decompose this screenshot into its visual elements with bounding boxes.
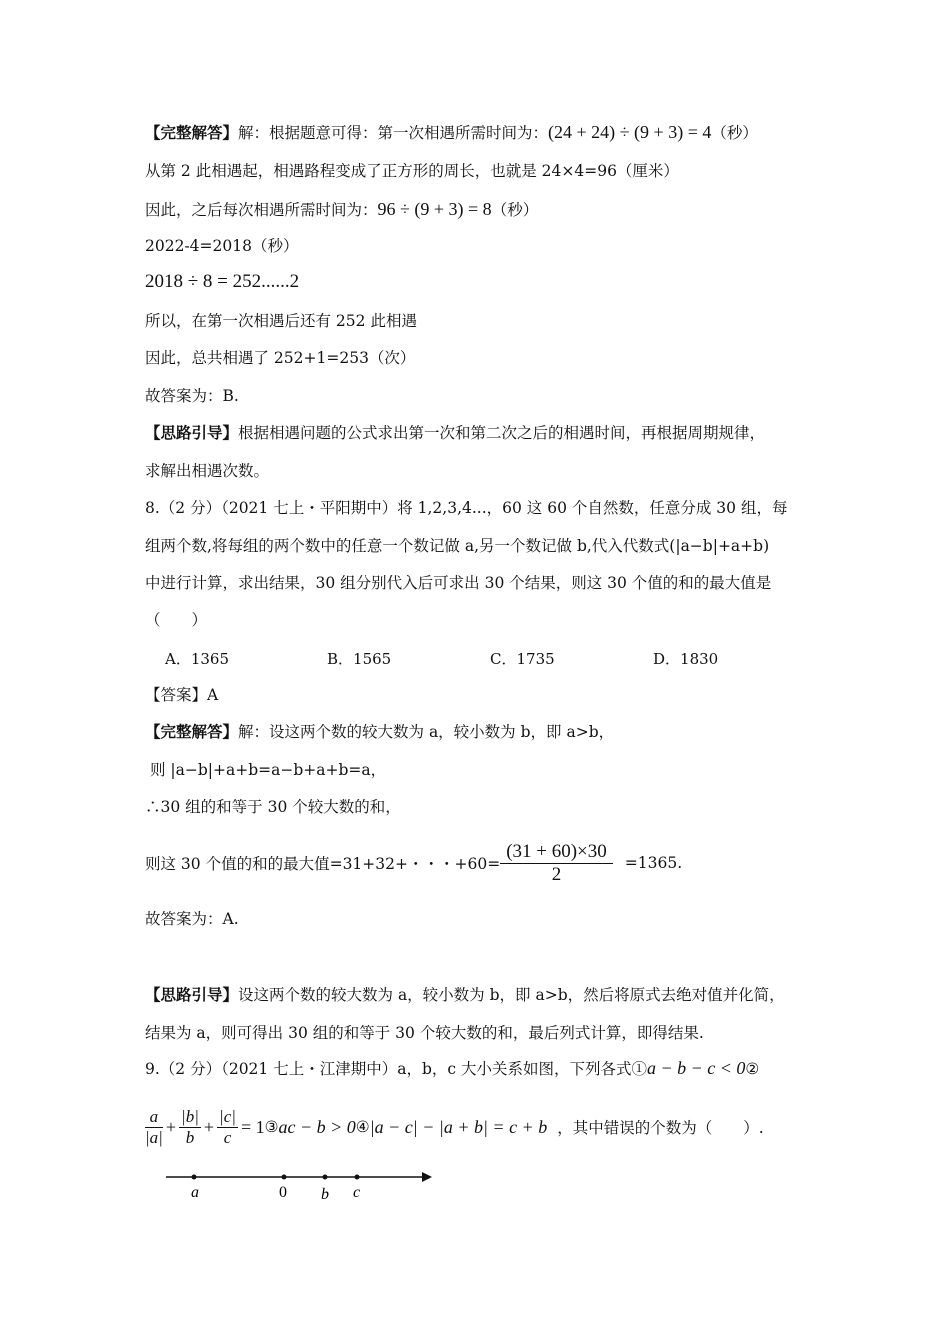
q8-line-1: 8.（2 分）（2021 七上・平阳期中）将 1,2,3,4...，60 这 60 个自然数，任意分成 30 组，每 [145,499,788,517]
fraction-a-denominator: |a| [145,1127,163,1147]
point-b [323,1175,328,1180]
q8-hint-line-1 [145,985,785,1005]
q8-answer: 【答案】A [145,686,219,704]
q9-line-1-text: 9.（2 分）（2021 七上・江津期中）a，b，c 大小关系如图，下列各式① [145,1060,647,1078]
q8-solution-line-1 [145,722,614,742]
q8-hint-1: 设这两个数的较大数为 a，较小数为 b，即 a>b，然后将原式去绝对值并化简， [238,986,785,1004]
q8-line-4: （ ） [145,611,208,629]
choice-b: B．1565 [327,650,392,668]
q8-sol-1: 解：设这两个数的较大数为 a，较小数为 b，即 a>b， [238,723,615,741]
expr-1: a − b − c < 0 [646,1058,746,1078]
point-c [355,1175,360,1180]
choice-a: A．1365 [165,650,230,668]
q8-answer-line: 故答案为：A. [145,910,239,928]
q8-hint-line-2: 结果为 a，则可得出 30 组的和等于 30 个较大数的和，最后列式计算，即得结果. [145,1024,704,1042]
expr-4: |a − c| − |a + b| = c + b [369,1116,548,1137]
p7-answer: 故答案为：B. [145,387,239,405]
fraction-a [145,1107,163,1148]
unit-seconds-2: （秒） [491,201,539,219]
equation-3: 2018 ÷ 8 = 252......2 [145,271,300,292]
p7-solution-line [145,122,758,143]
p7-hint-line-2: 求解出相遇次数。 [145,462,270,480]
plus-sign: + [165,1116,177,1137]
q9-tail: ，其中错误的个数为（ ）. [557,1119,764,1137]
label-zero: 0 [279,1184,287,1201]
choice-c: C．1735 [490,650,555,668]
fraction-c-numerator: |c| [219,1106,236,1126]
p7-line-3-text: 因此，之后每次相遇所需时间为： [145,201,378,219]
plus-sign-2: + [203,1116,215,1137]
fraction-a-numerator: a [145,1107,163,1128]
fraction-c-denominator: c [223,1127,232,1147]
p7-line-2: 从第 2 此相遇起，相遇路程变成了正方形的周长，也就是 24×4=96（厘米） [145,162,679,180]
q8-sol-3: ∴30 组的和等于 30 个较大数的和， [145,798,401,816]
p7-line-7: 因此，总共相遇了 252+1=253（次） [145,349,416,367]
p7-hint-line-1 [145,423,765,443]
q9-line-1 [145,1058,759,1079]
solution-intro: 解：根据题意可得：第一次相遇所需时间为： [238,124,549,142]
p7-line-6: 所以，在第一次相遇后还有 252 此相遇 [145,312,417,330]
label-a: a [191,1184,199,1201]
mark-4: ④ [355,1118,370,1136]
p7-line-4: 2022-4=2018（秒） [145,237,299,255]
fraction-b [179,1107,201,1148]
solution-label: 【完整解答】 [145,123,239,142]
hint-text-1: 根据相遇问题的公式求出第一次和第二次之后的相遇时间，再根据周期规律， [238,424,766,442]
label-c: c [353,1184,361,1201]
q8-line-2: 组两个数,将每组的两个数中的任意一个数记做 a,另一个数记做 b,代入代数式(|a−b|+a+b) [145,537,770,555]
arrow-head-icon [422,1172,432,1182]
expr-3: ac − b > 0 [278,1116,356,1137]
hint-label: 【思路引导】 [145,423,239,442]
fraction-denominator: 2 [551,863,562,885]
q8-sol-4-pre: 则这 30 个值的和的最大值=31+32+・・・+60= [145,855,501,873]
point-a [192,1175,197,1180]
choice-d: D．1830 [653,650,719,668]
fraction-b-numerator: |b| [181,1106,199,1126]
q8-sol-4-post: =1365. [624,854,683,872]
point-zero [282,1175,287,1180]
fraction-c [217,1107,238,1148]
mark-3: ③ [264,1118,279,1136]
equation-2: 96 ÷ (9 + 3) = 8 [377,199,492,219]
q8-line-3: 中进行计算，求出结果，30 组分别代入后可求出 30 个结果，则这 30 个值的和的最大值是 [145,574,772,592]
hint-label-2: 【思路引导】 [145,985,239,1004]
q8-sol-4 [145,838,682,888]
label-b: b [321,1186,329,1203]
equals-one: = 1 [240,1116,265,1137]
fraction-numerator: (31 + 60)×30 [500,841,613,864]
unit-seconds: （秒） [711,124,758,142]
q8-sol-2: 则 |a−b|+a+b=a−b+a+b=a， [150,761,387,779]
mark-2: ② [745,1060,760,1078]
fraction-sum [500,841,613,886]
number-line-figure [160,1160,440,1210]
fraction-b-denominator: b [185,1127,195,1147]
equation-1: (24 + 24) ÷ (9 + 3) = 4 [548,122,712,142]
p7-line-3 [145,199,538,220]
solution-label-2: 【完整解答】 [145,722,239,741]
q9-line-2 [145,1100,764,1154]
